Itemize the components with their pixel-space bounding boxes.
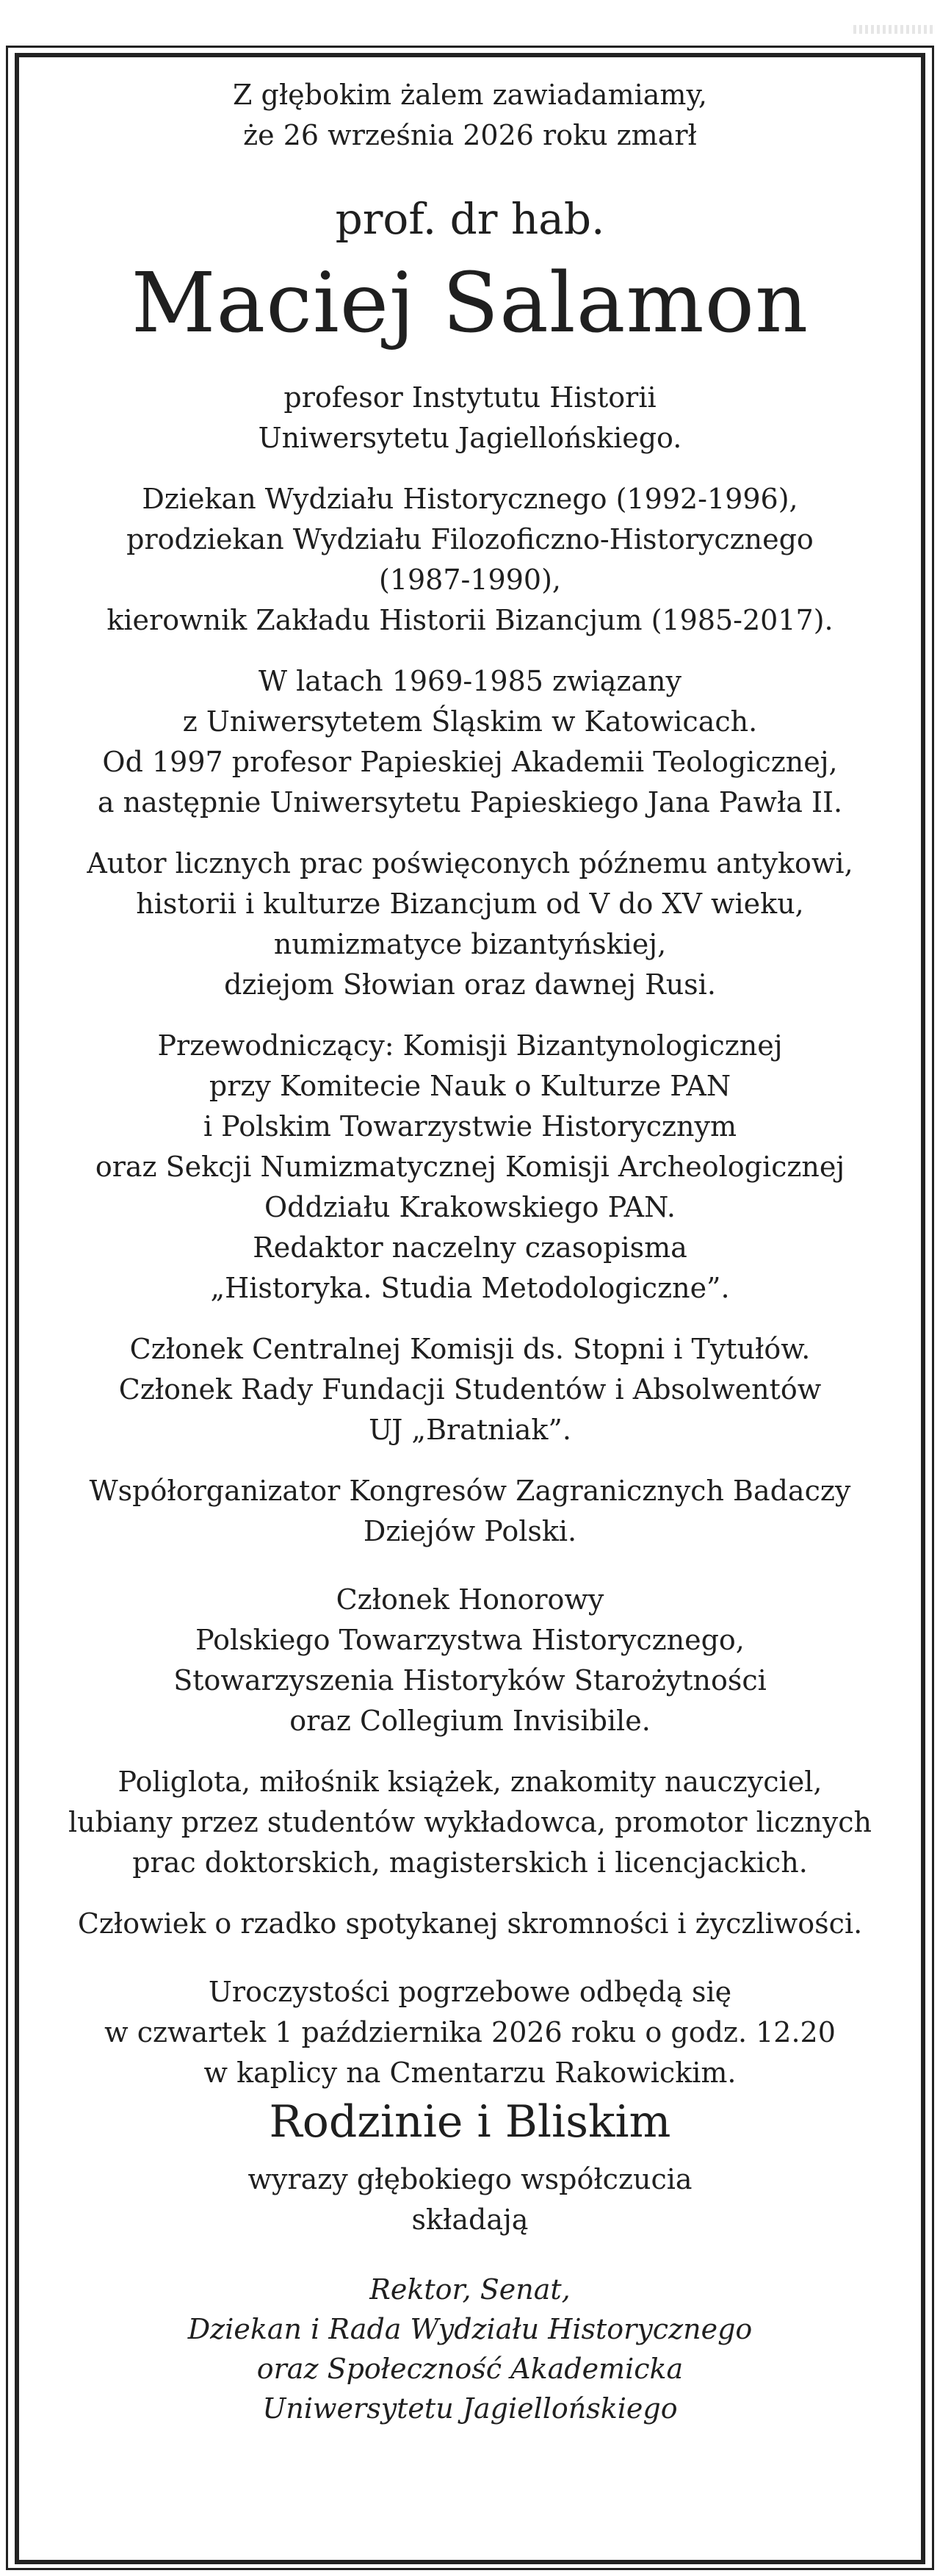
honorary-line: Członek Honorowy xyxy=(336,1583,604,1616)
position-line: profesor Instytutu Historii xyxy=(283,381,657,414)
signatories-line: Dziekan i Rada Wydziału Historycznego xyxy=(187,2313,753,2345)
funeral-line: w kaplicy na Cmentarzu Rakowickim. xyxy=(203,2057,737,2089)
signatories-line: Rektor, Senat, xyxy=(369,2273,571,2306)
works-line: Autor licznych prac poświęconych późnemu antykowi, xyxy=(87,847,853,879)
career-line: Od 1997 profesor Papieskiej Akademii Teologicznej, xyxy=(102,746,838,778)
signatories-block xyxy=(24,2270,916,2428)
functions-line: (1987-1990), xyxy=(379,564,561,596)
chairmanships-line: Przewodniczący: Komisji Bizantynologicznej xyxy=(157,1029,783,1062)
announcement-line: Z głębokim żalem zawiadamiamy, xyxy=(233,79,707,111)
obituary-notice xyxy=(24,53,916,2428)
career-line: z Uniwersytetem Śląskim w Katowicach. xyxy=(182,705,758,738)
scan-artifact xyxy=(853,25,934,34)
works-block xyxy=(24,843,916,1005)
funeral-line: Uroczystości pogrzebowe odbędą się xyxy=(208,1976,732,2008)
honorary-block xyxy=(24,1580,916,1741)
memberships-line: UJ „Bratniak”. xyxy=(369,1414,571,1446)
character-line: Poliglota, miłośnik książek, znakomity nauczyciel, xyxy=(118,1766,822,1798)
signatories-line: Uniwersytetu Jagiellońskiego xyxy=(262,2392,678,2425)
chairmanships-line: „Historyka. Studia Metodologiczne”. xyxy=(210,1272,730,1304)
cofounder-line: Współorganizator Kongresów Zagranicznych Badaczy xyxy=(89,1475,851,1507)
functions-line: kierownik Zakładu Historii Bizancjum (1985-2017). xyxy=(106,604,834,636)
honorary-line: oraz Collegium Invisibile. xyxy=(289,1705,651,1737)
functions-line: prodziekan Wydziału Filozoficzno-Historycznego xyxy=(126,523,814,555)
condolence-block xyxy=(24,2159,916,2240)
announcement-line: że 26 września 2026 roku zmarł xyxy=(243,119,697,151)
chairmanships-line: Redaktor naczelny czasopisma xyxy=(253,1231,687,1264)
position-line: Uniwersytetu Jagiellońskiego. xyxy=(258,422,682,454)
chairmanships-line: i Polskim Towarzystwie Historycznym xyxy=(203,1110,737,1143)
funeral-block xyxy=(24,1972,916,2093)
chairmanships-line: Oddziału Krakowskiego PAN. xyxy=(264,1191,676,1223)
memberships-block xyxy=(24,1329,916,1450)
deceased-name: Maciej Salamon xyxy=(131,256,809,351)
memberships-line: Członek Centralnej Komisji ds. Stopni i Tytułów. xyxy=(129,1333,811,1365)
honorary-line: Stowarzyszenia Historyków Starożytności xyxy=(173,1664,767,1697)
chairmanships-line: oraz Sekcji Numizmatycznej Komisji Archeologicznej xyxy=(95,1151,845,1183)
character-block xyxy=(24,1762,916,1883)
works-line: historii i kulturze Bizancjum od V do XV wieku, xyxy=(136,888,804,920)
career-line: W latach 1969-1985 związany xyxy=(258,665,682,697)
functions-block xyxy=(24,479,916,641)
honorary-line: Polskiego Towarzystwa Historycznego, xyxy=(195,1624,745,1656)
cofounder-line: Dziejów Polski. xyxy=(363,1515,577,1547)
functions-line: Dziekan Wydziału Historycznego (1992-1996), xyxy=(142,483,798,515)
greeting-heading: Rodzinie i Bliskim xyxy=(269,2096,671,2148)
character-line: prac doktorskich, magisterskich i licencjackich. xyxy=(132,1846,808,1879)
announcement xyxy=(24,75,916,156)
works-line: dziejom Słowian oraz dawnej Rusi. xyxy=(224,968,716,1001)
modesty-line: Człowiek o rzadko spotykanej skromności i życzliwości. xyxy=(77,1907,863,1940)
signatories-line: oraz Społeczność Akademicka xyxy=(256,2353,684,2385)
career-block xyxy=(24,661,916,823)
chairmanships-block xyxy=(24,1026,916,1309)
cofounder-block xyxy=(24,1471,916,1552)
academic-title: prof. dr hab. xyxy=(335,194,605,244)
chairmanships-line: przy Komitecie Nauk o Kulturze PAN xyxy=(209,1070,731,1102)
career-line: a następnie Uniwersytetu Papieskiego Jana Pawła II. xyxy=(97,786,843,819)
memberships-line: Członek Rady Fundacji Studentów i Absolwentów xyxy=(118,1373,822,1406)
character-line: lubiany przez studentów wykładowca, promotor licznych xyxy=(68,1806,872,1838)
condolence-line: składają xyxy=(411,2203,529,2236)
modesty-block xyxy=(24,1904,916,1944)
condolence-line: wyrazy głębokiego współczucia xyxy=(247,2163,693,2195)
position-block xyxy=(24,378,916,458)
funeral-line: w czwartek 1 października 2026 roku o godz. 12.20 xyxy=(104,2016,836,2048)
works-line: numizmatyce bizantyńskiej, xyxy=(273,928,667,960)
